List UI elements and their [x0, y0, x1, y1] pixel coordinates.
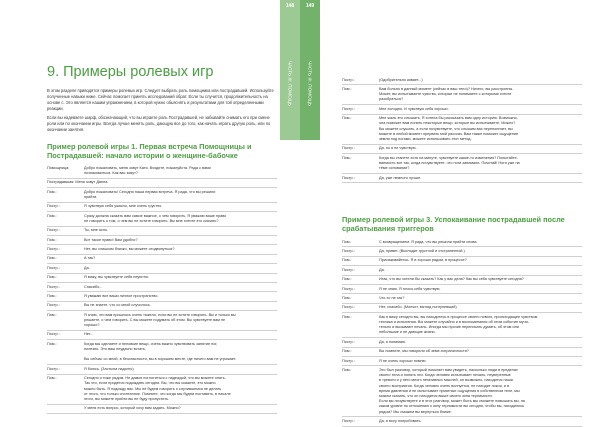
dialog-text [379, 296, 582, 301]
dialog-line: она поможет вам понять некоторые вещи, которые вы испытываете. Можно? [379, 121, 516, 126]
dialog-line: техника и испытания. Вы можете случайно и в воспоминания об этом событие мучи- [379, 319, 530, 324]
intro-paragraph: В этом разделе приводятся примеры ролевых игр. Следует выбрать роль помощника или пострадавшей. Используйте полученные навыки ниже. Сейчас помогает принять исследований обрат. Если ты случится, продолжительность на основе с. Это является нашим упражнением, в которой нужно обьяснять и результатами для той определенными реакции. [47, 88, 274, 111]
part-label-left: ЧАСТЬ III. ПОМОЩЬ [287, 61, 293, 107]
speaker-label: Пом.: [342, 86, 352, 91]
speaker-label: Постр.: [342, 248, 355, 253]
dialog-row [47, 203, 277, 212]
dialog-text [84, 266, 277, 271]
dialog-line: можете в любой момент прервать мой рассказ. Вам также поможет ощущение [379, 131, 519, 136]
page-tab-left [280, 0, 300, 140]
dialog-text [84, 204, 277, 209]
dialog-text [379, 419, 582, 424]
dialog-row [342, 105, 582, 114]
dialog-line: ваемость вот так, когда почувствуете, что ноги занимали. Почитай! Ноги уже на [379, 160, 520, 165]
dialog-line: своего восприятия. Когда человек очень волнуется, не находит покоя, и в [379, 383, 509, 388]
page-number-left: 148 [285, 3, 295, 9]
speaker-label: Помощница: [47, 165, 70, 170]
dialog-line: Вы сейчас со мной, в безопасности, вы в хорошем месте, где ничего вам не угрожает. [84, 357, 237, 362]
dialog-text [84, 190, 277, 200]
chapter-title: 9. Примеры ролевых игр [47, 64, 214, 80]
dialog-text [84, 313, 277, 329]
speaker-label: Постр.: [342, 175, 355, 180]
dialog-row [47, 236, 277, 245]
speaker-label: Постр.: [47, 246, 60, 251]
section-title: Пример ролевой игры 1. Первая встреча Помощницы и Пострадавшей: начало истории о женщине-бабочке [47, 142, 252, 160]
dialog-row [342, 294, 582, 303]
dialog-line: Нет, вы слишком близко, вы можете отодвинуться? [84, 246, 175, 251]
speaker-label: Пом.: [47, 376, 57, 381]
speaker-label: Постр.: [342, 339, 355, 344]
speaker-label: Пом.: [47, 293, 57, 298]
dialog-row [47, 292, 277, 301]
dialog-line: рядом? Мы сможем вы вернуться ближе. [379, 409, 452, 414]
dialog-text [84, 228, 277, 233]
dialog-line: Да. [84, 265, 90, 270]
dialog-line: Да. [379, 267, 385, 272]
dialog-line: решаете, о чем говорить. С вы можете подумать об этом. Вы чувствуете вам не [84, 317, 226, 322]
dialog-text [84, 342, 277, 363]
speaker-label: Пом.: [47, 256, 57, 261]
dialog-text [379, 258, 582, 263]
speaker-label: Пом.: [47, 341, 57, 346]
dialog-text [379, 315, 582, 336]
dialog-line: Спасибо... [84, 284, 103, 289]
dialog-text [108, 180, 277, 185]
dialog-line: Когда мы сделаете и неловкие вещи, очень важно чувствовать занятие ног, [84, 341, 218, 346]
dialog-text [84, 376, 277, 402]
dialog-line: Как я вижу сегодня вы, вы находитесь в процессе своего нового, происходящее чувством [379, 314, 538, 319]
dialog-row [342, 154, 582, 174]
speaker-label: Постр.: [342, 286, 355, 291]
dialog-row [47, 245, 277, 254]
dialog-line: Да, привет. (Выглядит грустной и отстраненной.) [379, 248, 465, 253]
dialog-text [84, 214, 277, 224]
dialog-row [47, 227, 277, 236]
dialog-line: своего тела и понять эти. Когда человек испытывает печаль, неуверенные [379, 373, 511, 378]
dialog-line: Нет, спасибо. (Молчит, взгляд поглупевший) [379, 305, 457, 310]
part-label-right: ЧАСТЬ III. ПОМОЩЬ [307, 61, 313, 107]
dialog-row [342, 357, 582, 366]
dialog-row [47, 164, 277, 179]
speaker-label: Пом.: [342, 258, 352, 263]
dialog-row [342, 247, 582, 256]
speaker-label: Постр.: [47, 366, 60, 371]
dialog-line: Мне жаль это слышать. Я хотела бы рассказать вам одну историю. Возможно, [379, 116, 518, 121]
dialog-text [379, 359, 582, 364]
dialog-line: Если вы почувствуете и в этот разговор, может быть мы сможете повышать вы, на [379, 399, 525, 404]
dialog-line: можем сказать, что он находится выше своего окна терпимости. [379, 393, 493, 398]
dialog-row [47, 179, 277, 188]
dialog-row [342, 417, 582, 426]
speaker-label: Пом.: [342, 277, 352, 282]
speaker-label: Постр.: [47, 228, 60, 233]
dialog-text [379, 249, 582, 254]
dialog-line: разобраться? [379, 97, 404, 102]
speaker-label: Пом.: [342, 239, 352, 244]
speaker-label: Постр.: [342, 267, 355, 272]
dialog-row [47, 375, 277, 405]
dialog-text [379, 78, 582, 83]
speaker-label: Постр.: [342, 146, 355, 151]
dialog-text [379, 240, 582, 245]
dialog-line: Что-то не так? [379, 295, 405, 300]
dialog-row [342, 366, 582, 417]
speaker-label: Постр.: [342, 77, 355, 82]
dialog-text [84, 285, 277, 290]
dialog-right [342, 76, 582, 183]
dialog-text [379, 146, 582, 151]
dialog-row [342, 115, 582, 145]
dialog-line: (Одобрительно кивает...) [379, 77, 423, 82]
dialog-row [47, 340, 277, 365]
dialog-line: Может, вы испытываете чувство, которые не понимаете с которыми хотите [379, 92, 512, 97]
speaker-label: Пом.: [47, 213, 57, 218]
dialog-line: Вы можете слушать, а если почувствуете, что слышим вас переполняет, вы [379, 126, 513, 131]
page-number-right: 149 [305, 3, 315, 9]
speaker-label: Постр.: [342, 418, 355, 423]
dialog-row [47, 264, 277, 273]
dialog-line: Когда вы станете хотя на минуте, чувствуете какие-то изменения? Попытайте- [379, 155, 518, 160]
dialog-line: Да, я могу попробовать. [379, 418, 422, 423]
dialog-row [47, 188, 277, 203]
dialog-row [342, 313, 582, 338]
dialog-line: Вы не знаете, что со мной случилось. [84, 303, 151, 308]
dialog-text [84, 275, 277, 280]
dialog-text [379, 305, 582, 310]
dialog-row [342, 304, 582, 313]
dialog-line: от этого, что только спонтанное. Помните, что когда мы будем поставить, в начале [84, 391, 231, 396]
dialog-line: можно быть. Я подожду вас. Мы не будем говорить о случившемся не делать [84, 386, 222, 391]
dialog-text [84, 247, 277, 252]
dialog-text [379, 277, 582, 282]
dialog-text [84, 406, 277, 411]
dialog-text [84, 166, 277, 176]
speaker-label: Постр.: [342, 106, 355, 111]
speaker-label: Пом.: [342, 295, 352, 300]
dialog-line: Вам больно в данный момент (сейчас в ваш тело)? Ничего, вы расстроены. [379, 86, 514, 91]
section-title: Пример ролевой игры 3. Успокаивание пострадавшей после срабатывания триггеров [342, 215, 565, 233]
dialog-line: небольшие и не дающие жизни. [379, 330, 436, 335]
dialog-text [84, 256, 277, 261]
dialog-row [342, 257, 582, 266]
dialog-line: Это был разговор, который помогает вам увидеть, насколько люди в пределах [379, 367, 518, 372]
dialog-line: Нет... [84, 332, 94, 337]
dialog-line: Я не знаю. Я плохо себя чувствую. [379, 286, 441, 291]
dialog-line: Вы помните, мы говорили об земе-пограничности? [379, 349, 469, 354]
left-page [0, 0, 280, 424]
speaker-label: Пом.: [47, 189, 57, 194]
dialog-text [84, 332, 277, 337]
dialog-line: А так? [84, 256, 96, 261]
speaker-label: Постр.: [47, 284, 60, 289]
speaker-label: Постр.: [47, 332, 60, 337]
dialog-line: прийти. [84, 194, 98, 199]
dialog-line: Ты, мне ясно. [84, 228, 109, 233]
dialog-line: Я не очень хорошо помню. [379, 358, 427, 363]
speaker-label: Постр.: [47, 303, 60, 308]
dialog-text [84, 238, 277, 243]
dialog-row [342, 266, 582, 275]
dialog-row [47, 331, 277, 340]
dialog-text [379, 268, 582, 273]
speaker-label [47, 406, 84, 411]
speaker-label: Пом.: [342, 116, 352, 121]
dialog-line: в тревоги и у него много негативных мыслей, он возможно, находится наши [379, 378, 513, 383]
intro-text [47, 88, 279, 136]
dialog-text [379, 87, 582, 103]
dialog-right-2 [342, 238, 582, 427]
dialog-text [84, 367, 277, 372]
dialog-row [342, 276, 582, 285]
speaker-label: Пом.: [342, 349, 352, 354]
dialog-row [47, 283, 277, 292]
dialog-line: Я вижу, вы чувствуете себя неуютно. [84, 275, 150, 280]
dialog-row [47, 302, 277, 311]
speaker-label: Пом.: [342, 155, 352, 160]
dialog-line: полезно. Это ваш неудачно встать. [84, 347, 146, 352]
dialog-line: Сразу должна сказать вам самое важное, о чем говорить. Я уважаю ваше право [84, 213, 227, 218]
dialog-row [342, 348, 582, 357]
dialog-line: У меня есть вопрос, который хочу вам задать. Можно? [84, 406, 181, 411]
speaker-label: Пом.: [47, 275, 57, 280]
dialog-line: Добро пожаловать, меня зовут Катя. Входите, пожалуйста. Рада с вами [84, 165, 211, 170]
dialog-line: Да, уже немного лучше. [379, 175, 422, 180]
dialog-line: этого, вы можете прийти вы не буду пропустить. [84, 397, 170, 402]
dialog-line: Я знаю, что вам пришлось очень тяжело, если вы не хотите говорить. Вы и только вы [84, 312, 236, 317]
dialog-line: Присаживайтесь. Я в хорошо рядом, в процессе? [379, 258, 467, 263]
dialog-text [379, 340, 582, 345]
dialog-row [342, 145, 582, 154]
dialog-row [47, 212, 277, 227]
speaker-label: Постр.: [342, 358, 355, 363]
dialog-row [47, 274, 277, 283]
dialog-text [379, 107, 582, 112]
dialog-line: Вот такое право! Вам удобно? [84, 237, 138, 242]
speaker-label: Пом.: [342, 314, 352, 319]
dialog-row [342, 85, 582, 105]
speaker-label: Постр.: [342, 305, 355, 310]
dialog-row [47, 255, 277, 264]
dialog-text [379, 156, 582, 172]
dialog-row [342, 174, 582, 183]
dialog-line: познакомиться. Как вас зовут? [84, 170, 138, 175]
dialog-line: тельно и вызывают печаль. Иногда мы прочие переписать думать, об этом или [379, 325, 519, 330]
speaker-label: Пом.: [342, 367, 352, 372]
dialog-line: Так что, если придется подождать сегодня. Вы, что вы скажете, это можно [84, 381, 216, 386]
dialog-text [379, 287, 582, 292]
speaker-label: Пострадавшая: Меня зовут Данна. [47, 180, 109, 185]
dialog-row [342, 76, 582, 85]
dialog-row [47, 311, 277, 331]
dialog-text [379, 368, 582, 415]
dialog-line: хорошо? [84, 323, 100, 328]
dialog-line: не говорить о том, о чем вы не хотите говорить. Вы мне хотите это сказать? [84, 218, 219, 223]
dialog-left [47, 164, 277, 414]
dialog-line: земли под ногами, можете использовать этот метод. [379, 136, 472, 141]
dialog-line: Итак, что вы хотели бы сказать? Как у вас дела? Как вы себя чувствуете сегодня? [379, 277, 524, 282]
dialog-row [342, 238, 582, 247]
dialog-text [84, 294, 277, 299]
dialog-text [379, 116, 582, 142]
dialog-line: Да, я понимаю. [379, 339, 406, 344]
speaker-label: Постр.: [47, 204, 60, 209]
speaker-label: Пом.: [47, 237, 57, 242]
dialog-text [84, 303, 277, 308]
speaker-label: Пом.: [47, 312, 57, 317]
dialog-row [342, 285, 582, 294]
dialog-text [379, 349, 582, 354]
dialog-line: Добро пожаловать! Сегодня наша первая встреча. Я рада, что вы решили [84, 189, 216, 194]
dialog-text [379, 176, 582, 181]
dialog-line: Мне холодно. И чувствую себя хорошо. [379, 106, 449, 111]
page-tab-right [300, 0, 320, 140]
dialog-line: Я чувствую себя ужасно, мне очень грустно. [84, 204, 163, 209]
dialog-row [342, 338, 582, 347]
dialog-line: Сегодня я тоже рядом. Не дамся поглотиться с надеждой, что вы можете опять. [84, 376, 226, 381]
dialog-line: Я боюсь. (Застыла надолго) [84, 366, 134, 371]
dialog-line: С возвращением. Я рада, что вы решили прийти снова. [379, 239, 478, 244]
right-page [320, 0, 600, 424]
dialog-line: каком уровне по отношению к окну терпимости вы сегодня, чтобы вы, находились [379, 404, 525, 409]
intro-paragraph: Если вы надеваете шарф, обозначающий, что вы играете роль Пострадавшей, не забывайте снимать его при смене роли или по окончании игры. Всегда лучше менять роль, дающую все до того, как начать играть другую роль, или по окончании занятия. [47, 115, 271, 132]
dialog-line: Я уважаю все ваши личное пространство. [84, 293, 159, 298]
dialog-line: Да, но я не чувствую. [379, 146, 417, 151]
speaker-label: Постр.: [47, 265, 60, 270]
dialog-row [47, 405, 277, 414]
dialog-line: время давления и не испытывает приятные ощущения в собственном теле, мы [379, 388, 520, 393]
dialog-line: тёме основании? [379, 166, 410, 171]
dialog-row [47, 365, 277, 374]
